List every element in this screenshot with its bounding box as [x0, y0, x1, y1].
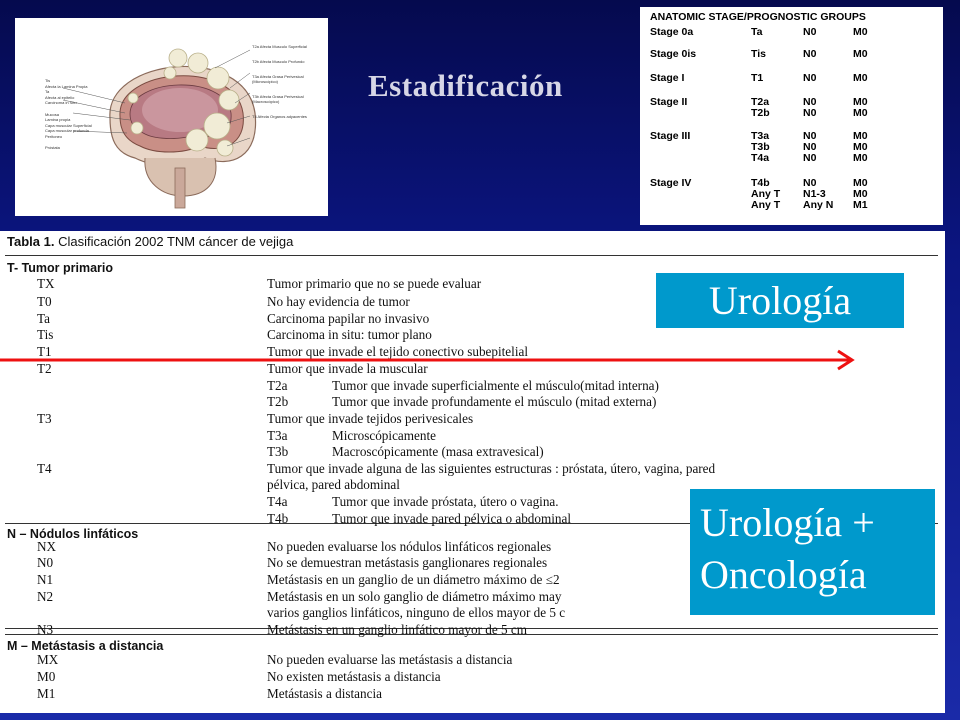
- stage-name: Stage 0a: [650, 26, 694, 38]
- diagram-label: Capa muscular Superficial: [45, 122, 92, 128]
- stage-n-values: [803, 178, 833, 211]
- stage-name: Stage 0is: [650, 48, 697, 60]
- row-code: T4: [37, 461, 52, 476]
- row-code: N2: [37, 589, 54, 604]
- stage-t-value: Tis: [751, 48, 766, 60]
- section-m-heading: M – Metástasis a distancia: [7, 639, 164, 653]
- row-description: Tumor que invade el tejido conectivo subepitelial: [267, 344, 529, 359]
- stage-t-value: T1: [751, 72, 764, 84]
- row-code: N0: [37, 555, 54, 570]
- stage-t-values: [751, 73, 763, 84]
- row-code: T3: [37, 411, 52, 426]
- diagram-label: T2b Afecta Musculo Profundo: [252, 59, 305, 64]
- diagram-label: Peritoneo: [45, 133, 63, 139]
- diagram-label: Ta: [45, 89, 50, 94]
- stage-t-value: T3a: [751, 130, 770, 142]
- stage-table-title: ANATOMIC STAGE/PROGNOSTIC GROUPS: [650, 11, 866, 23]
- stage-t-values: [751, 49, 766, 60]
- diagram-label: T3a Afecta Grasa Perivesical (Microscópico): [252, 74, 304, 84]
- diagram-label: T2a Afecta Musculo Superficial: [252, 44, 307, 49]
- diagram-label: Afecta la Lamina Propia: [45, 83, 88, 89]
- row-description: No existen metástasis a distancia: [267, 669, 441, 684]
- stage-m-value: M0: [853, 26, 868, 38]
- diagram-left-labels: [45, 78, 95, 151]
- diagram-right-labels: [252, 44, 312, 119]
- row-sub-description: Tumor que invade superficialmente el músculo(mitad interna): [332, 378, 659, 393]
- stage-n-value: N0: [803, 152, 817, 164]
- diagram-label: Capa muscular profunda: [45, 128, 89, 133]
- row-description: No se demuestran metástasis ganglionares regionales: [267, 555, 548, 570]
- stage-t-value: T2b: [751, 107, 770, 119]
- table-caption-bold: Tabla 1.: [7, 234, 55, 249]
- row-description: Metástasis en un ganglio de un diámetro máximo de ≤2: [267, 572, 560, 587]
- diagram-label: Próstata: [45, 145, 60, 150]
- stage-t-value: T3b: [751, 141, 770, 153]
- diagram-label: Lamina propia: [45, 117, 71, 122]
- stage-t-values: [751, 131, 770, 164]
- stage-m-value: M0: [853, 96, 868, 108]
- urologia-label: Urología: [656, 273, 904, 328]
- stage-t-value: T2a: [751, 96, 770, 108]
- row-sub-description: Tumor que invade profundamente el músculo (mitad externa): [332, 394, 657, 409]
- row-sub-code: T4a: [267, 494, 288, 509]
- row-description: Metástasis a distancia: [267, 686, 382, 701]
- row-description: No hay evidencia de tumor: [267, 294, 410, 309]
- diagram-label: Carcinoma in Situ: [45, 100, 77, 105]
- row-description: Tumor que invade la muscular: [267, 361, 428, 376]
- diagram-label: T4 Afecta Organos adyacentes: [252, 114, 307, 119]
- stage-groups-table: [640, 7, 943, 225]
- row-sub-code: T3a: [267, 428, 288, 443]
- row-code: MX: [37, 652, 59, 667]
- stage-n-value: N0: [803, 96, 817, 108]
- stage-m-value: M0: [853, 107, 868, 119]
- row-code: Tis: [37, 327, 54, 342]
- stage-m-values: [853, 49, 868, 60]
- stage-t-value: T4a: [751, 152, 770, 164]
- overlay-line: Oncología: [700, 552, 867, 597]
- diagram-label: Tis: [45, 78, 51, 83]
- stage-m-value: M0: [853, 188, 868, 200]
- row-description: Tumor que invade tejidos perivesicales: [267, 411, 474, 426]
- stage-n-values: [803, 73, 816, 84]
- row-description: pélvica, pared abdominal: [267, 477, 400, 492]
- stage-m-value: M0: [853, 130, 868, 142]
- stage-m-value: M0: [853, 152, 868, 164]
- stage-t-values: [751, 178, 780, 211]
- section-n-heading: N – Nódulos linfáticos: [7, 527, 139, 541]
- stage-name: Stage I: [650, 72, 685, 84]
- row-sub-code: T2b: [267, 394, 289, 409]
- row-description: Carcinoma in situ: tumor plano: [267, 327, 432, 342]
- stage-n-values: [803, 131, 816, 164]
- row-sub-description: Macroscópicamente (masa extravesical): [332, 444, 544, 459]
- stage-t-value: Ta: [751, 26, 763, 38]
- stage-m-value: M1: [853, 199, 868, 211]
- stage-n-values: [803, 27, 816, 38]
- stage-t-value: Any T: [751, 199, 781, 211]
- stage-n-values: [803, 97, 816, 119]
- stage-n-value: N0: [803, 48, 817, 60]
- row-sub-description: Tumor que invade próstata, útero o vagina.: [332, 494, 559, 509]
- row-code: NX: [37, 539, 57, 554]
- stage-n-value: N1-3: [803, 188, 826, 200]
- stage-m-values: [853, 27, 868, 38]
- row-code: Ta: [37, 311, 50, 326]
- row-sub-description: Tumor que invade pared pélvica o abdominal: [332, 511, 572, 526]
- stage-m-value: M0: [853, 141, 868, 153]
- stage-m-value: M0: [853, 177, 868, 189]
- stage-name: Stage IV: [650, 177, 692, 189]
- row-description: Tumor primario que no se puede evaluar: [267, 276, 482, 291]
- row-code: T0: [37, 294, 52, 309]
- section-t-heading: T- Tumor primario: [7, 261, 114, 275]
- stage-n-value: N0: [803, 130, 817, 142]
- red-arrow: [0, 348, 860, 372]
- stage-m-values: [853, 73, 868, 84]
- row-code: M1: [37, 686, 56, 701]
- diagram-label: Mucosa: [45, 111, 60, 117]
- stage-t-value: Any T: [751, 188, 781, 200]
- row-sub-code: T3b: [267, 444, 289, 459]
- stage-n-value: N0: [803, 177, 817, 189]
- stage-m-value: M0: [853, 72, 868, 84]
- diagram-label: Afecta al epitelio: [45, 94, 75, 100]
- table-divider: [5, 255, 938, 256]
- row-description: No pueden evaluarse los nódulos linfáticos regionales: [267, 539, 552, 554]
- row-description: Metástasis en un ganglio linfático mayor de 5 cm: [267, 622, 528, 637]
- stage-n-value: N0: [803, 26, 817, 38]
- stage-m-values: [853, 131, 868, 164]
- urologia-oncologia-label: [690, 489, 935, 615]
- stage-m-value: M0: [853, 48, 868, 60]
- stage-n-value: N0: [803, 107, 817, 119]
- stage-name: Stage II: [650, 96, 688, 108]
- row-code: N1: [37, 572, 54, 587]
- stage-n-value: Any N: [803, 199, 834, 211]
- row-code: T1: [37, 344, 52, 359]
- stage-t-values: [751, 97, 770, 119]
- stage-n-values: [803, 49, 816, 60]
- diagram-label: T3b Afecta Grasa Perivesical (Macroscópico): [252, 94, 304, 104]
- row-description: Tumor que invade alguna de las siguientes estructuras : próstata, útero, vagina, pared: [267, 461, 716, 476]
- stage-name: Stage III: [650, 130, 691, 142]
- row-description: Metástasis en un solo ganglio de diámetro máximo may: [267, 589, 562, 604]
- stage-n-value: N0: [803, 72, 817, 84]
- table-caption: [7, 234, 293, 249]
- overlay-line: Urología +: [700, 500, 875, 545]
- row-description: Carcinoma papilar no invasivo: [267, 311, 430, 326]
- row-code: M0: [37, 669, 56, 684]
- row-code: N3: [37, 622, 54, 637]
- row-code: T2: [37, 361, 52, 376]
- stage-t-value: T4b: [751, 177, 770, 189]
- row-sub-description: Microscópicamente: [332, 428, 436, 443]
- row-description: varios ganglios linfáticos, ninguno de ellos mayor de 5 c: [267, 605, 566, 620]
- slide-title: Estadificación: [368, 68, 563, 103]
- table-caption-text: Clasificación 2002 TNM cáncer de vejiga: [54, 234, 294, 249]
- stage-n-value: N0: [803, 141, 817, 153]
- row-sub-code: T4b: [267, 511, 289, 526]
- row-code: TX: [37, 276, 55, 291]
- stage-m-values: [853, 97, 868, 119]
- stage-t-values: [751, 27, 762, 38]
- row-sub-code: T2a: [267, 378, 288, 393]
- row-description: No pueden evaluarse las metástasis a distancia: [267, 652, 513, 667]
- stage-m-values: [853, 178, 868, 211]
- bladder-staging-diagram: [15, 18, 328, 216]
